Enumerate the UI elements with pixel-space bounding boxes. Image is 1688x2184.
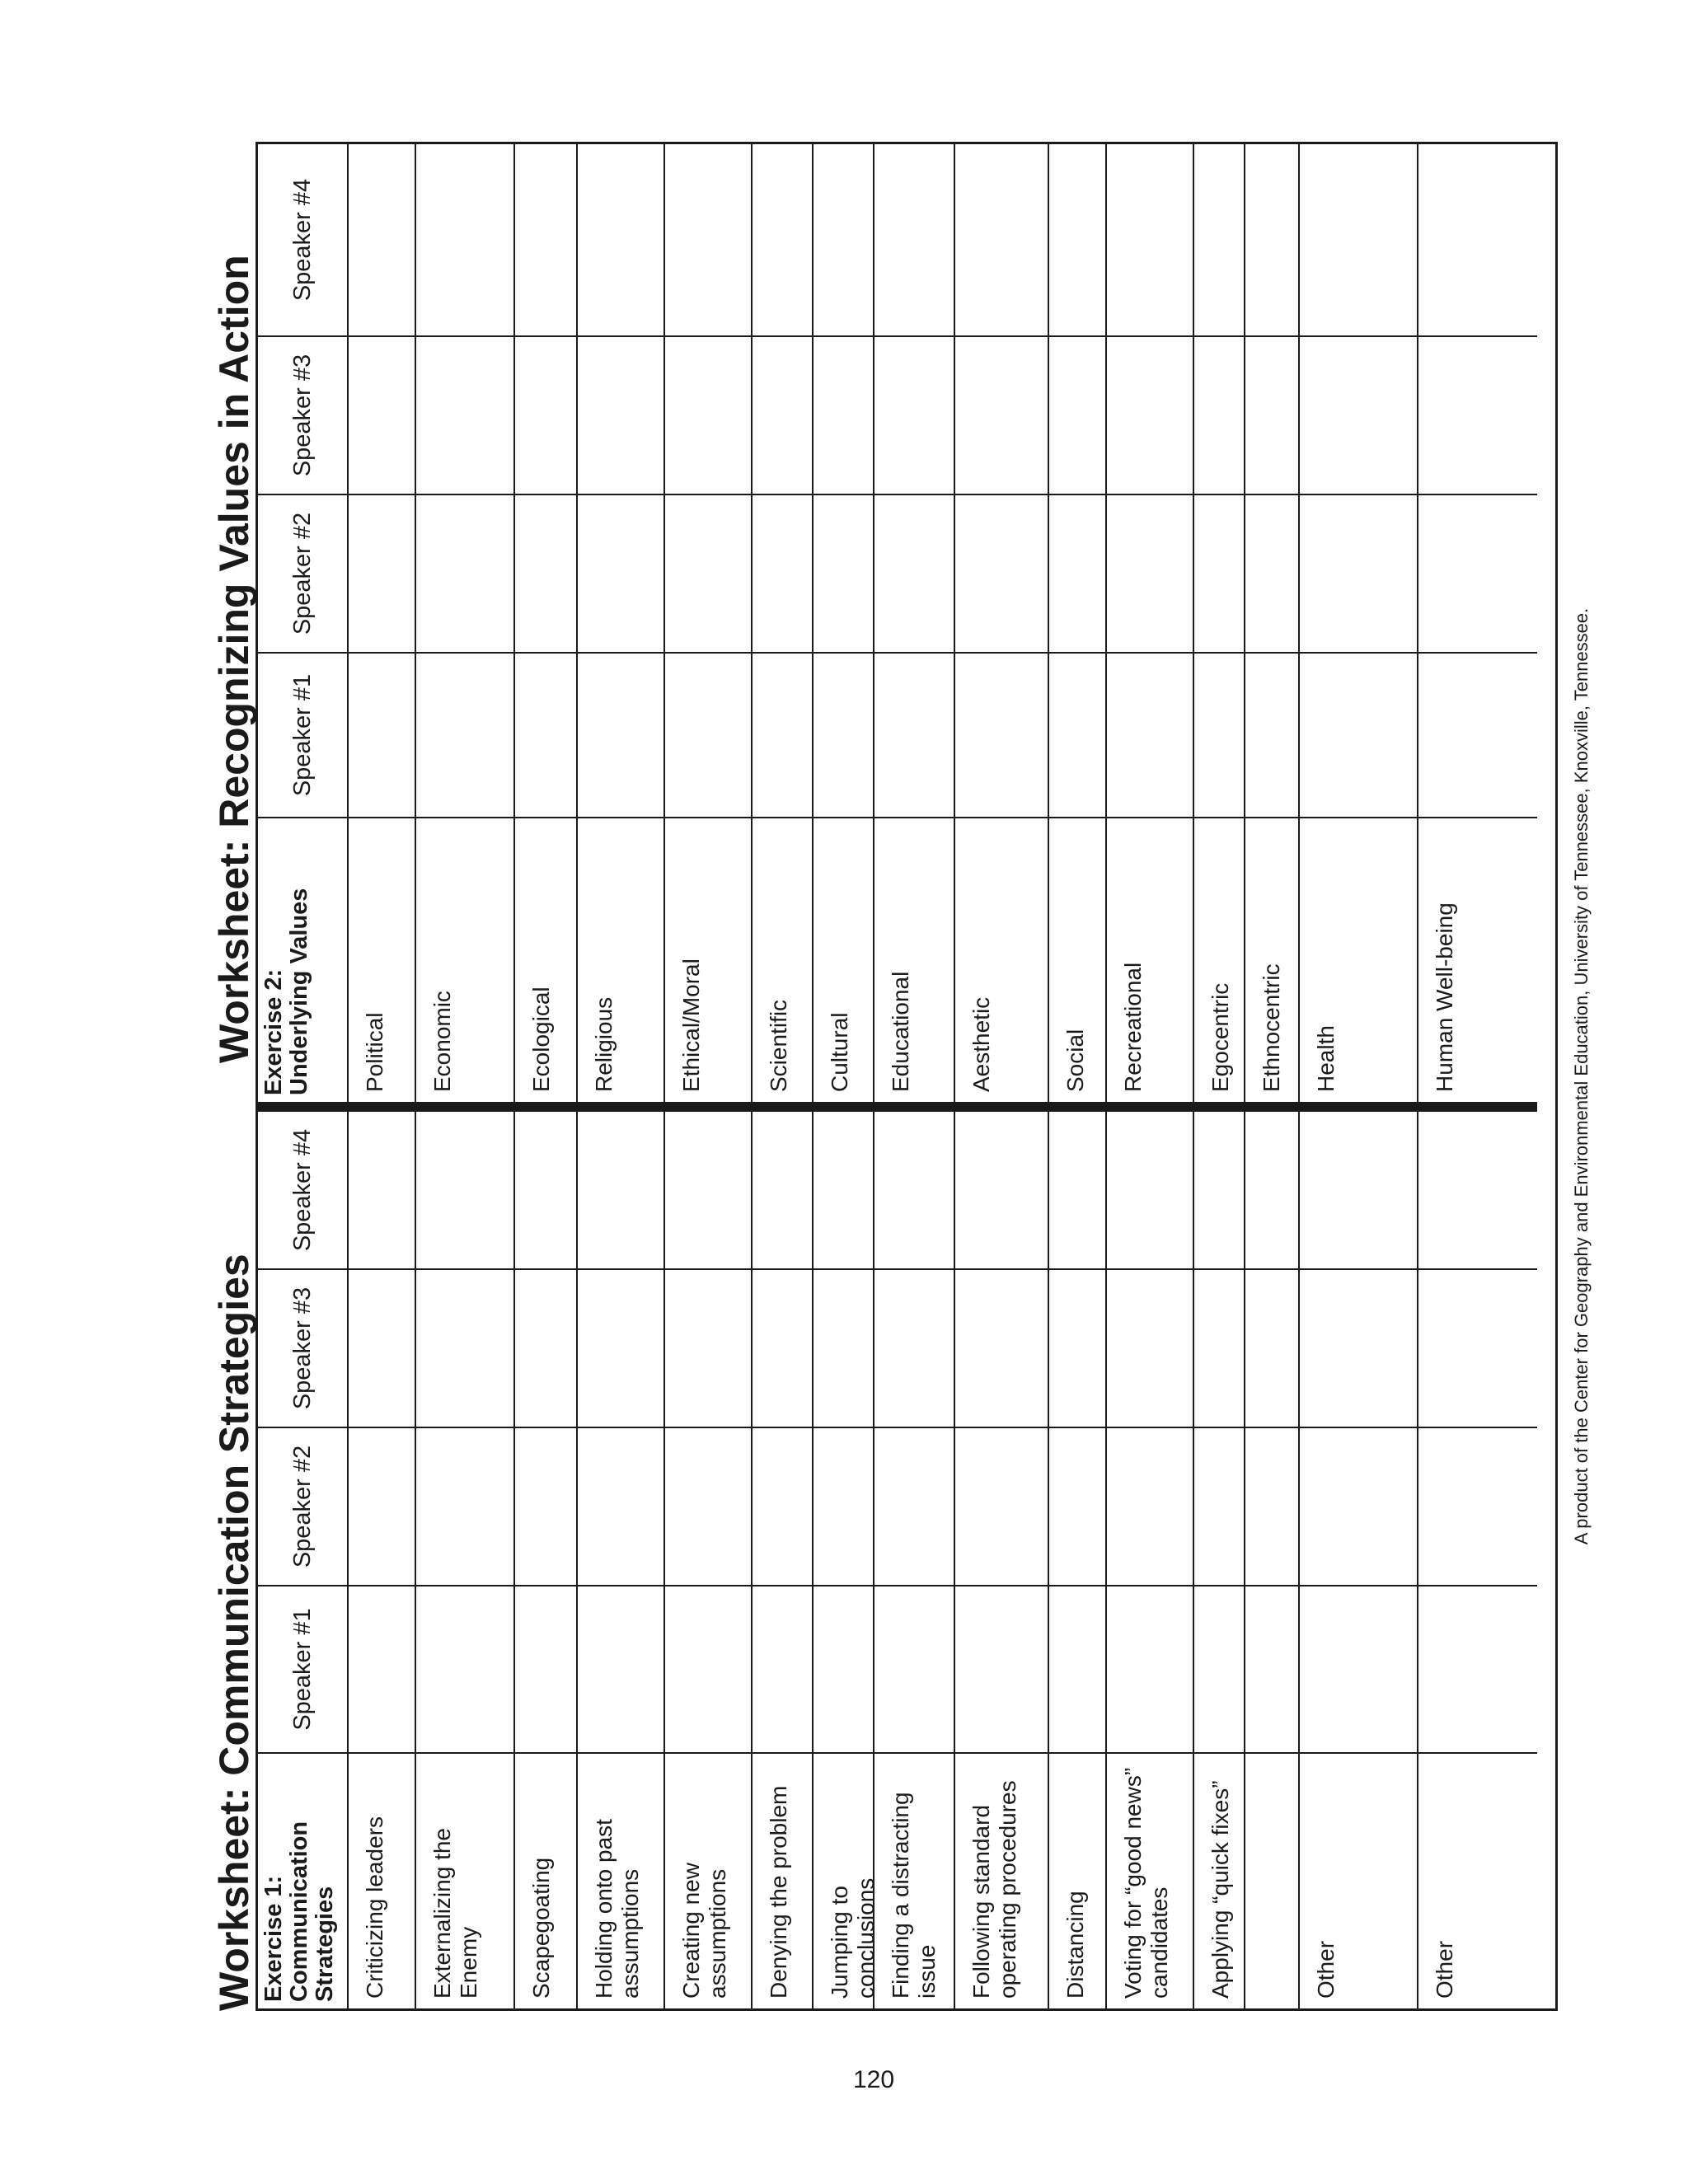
worksheet-table xyxy=(256,142,1558,2011)
strategy-label: Holding onto past assumptions xyxy=(578,1752,665,2008)
strategy-answer-cell[interactable] xyxy=(1300,1268,1418,1427)
value-answer-cell[interactable] xyxy=(814,494,874,652)
strategy-answer-cell[interactable] xyxy=(874,1585,955,1752)
strategy-answer-cell[interactable] xyxy=(349,1585,416,1752)
strategy-answer-cell[interactable] xyxy=(955,1110,1049,1268)
value-answer-cell[interactable] xyxy=(416,335,515,494)
value-answer-cell[interactable] xyxy=(1418,335,1537,494)
exercise1-speaker-header: Speaker #3 xyxy=(258,1268,349,1427)
strategy-label: Scapegoating xyxy=(515,1752,578,2008)
value-answer-cell[interactable] xyxy=(1049,335,1107,494)
value-label: Political xyxy=(349,817,416,1102)
strategy-label: Externalizing the Enemy xyxy=(416,1752,515,2008)
value-answer-cell[interactable] xyxy=(665,144,753,335)
value-answer-cell[interactable] xyxy=(1194,144,1245,335)
value-label: Health xyxy=(1300,817,1418,1102)
strategy-answer-cell[interactable] xyxy=(814,1110,874,1268)
strategy-answer-cell[interactable] xyxy=(1300,1585,1418,1752)
exercise1-speaker-header: Speaker #1 xyxy=(258,1585,349,1752)
strategy-answer-cell[interactable] xyxy=(874,1268,955,1427)
value-answer-cell[interactable] xyxy=(665,652,753,817)
strategy-answer-cell[interactable] xyxy=(1194,1268,1245,1427)
table-divider xyxy=(258,1102,1537,1110)
strategy-answer-cell[interactable] xyxy=(665,1110,753,1268)
value-label: Human Well-being xyxy=(1418,817,1537,1102)
value-answer-cell[interactable] xyxy=(874,335,955,494)
value-label: Economic xyxy=(416,817,515,1102)
strategy-answer-cell[interactable] xyxy=(416,1427,515,1585)
value-answer-cell[interactable] xyxy=(1418,144,1537,335)
strategy-label: Finding a distracting issue xyxy=(874,1752,955,2008)
value-answer-cell[interactable] xyxy=(1300,144,1418,335)
strategy-answer-cell[interactable] xyxy=(1418,1427,1537,1585)
value-answer-cell[interactable] xyxy=(753,652,814,817)
value-answer-cell[interactable] xyxy=(874,144,955,335)
value-answer-cell[interactable] xyxy=(1245,494,1300,652)
strategy-answer-cell[interactable] xyxy=(753,1268,814,1427)
value-answer-cell[interactable] xyxy=(416,144,515,335)
value-answer-cell[interactable] xyxy=(349,494,416,652)
strategy-answer-cell[interactable] xyxy=(1245,1427,1300,1585)
value-answer-cell[interactable] xyxy=(1194,652,1245,817)
value-answer-cell[interactable] xyxy=(515,652,578,817)
strategy-answer-cell[interactable] xyxy=(874,1427,955,1585)
strategy-label: Distancing xyxy=(1049,1752,1107,2008)
strategy-answer-cell[interactable] xyxy=(416,1585,515,1752)
strategy-answer-cell[interactable] xyxy=(1418,1268,1537,1427)
value-answer-cell[interactable] xyxy=(578,652,665,817)
exercise1-header-line: Strategies xyxy=(312,1886,338,2002)
strategy-answer-cell[interactable] xyxy=(349,1268,416,1427)
exercise2-header-line: Exercise 2: xyxy=(260,968,287,1095)
strategy-answer-cell[interactable] xyxy=(1049,1268,1107,1427)
value-answer-cell[interactable] xyxy=(753,144,814,335)
strategy-label: Jumping to conclusions xyxy=(814,1752,874,2008)
strategy-answer-cell[interactable] xyxy=(578,1268,665,1427)
strategy-answer-cell[interactable] xyxy=(1194,1427,1245,1585)
exercise1-speaker-header: Speaker #4 xyxy=(258,1110,349,1268)
strategy-answer-cell[interactable] xyxy=(1107,1585,1194,1752)
value-answer-cell[interactable] xyxy=(515,144,578,335)
value-label: Cultural xyxy=(814,817,874,1102)
exercise2-speaker-header: Speaker #3 xyxy=(258,335,349,494)
strategy-answer-cell[interactable] xyxy=(753,1110,814,1268)
strategy-answer-cell[interactable] xyxy=(515,1427,578,1585)
strategy-answer-cell[interactable] xyxy=(1418,1110,1537,1268)
value-answer-cell[interactable] xyxy=(1300,652,1418,817)
strategy-answer-cell[interactable] xyxy=(1194,1110,1245,1268)
strategy-answer-cell[interactable] xyxy=(955,1268,1049,1427)
value-answer-cell[interactable] xyxy=(1107,652,1194,817)
strategy-answer-cell[interactable] xyxy=(1049,1110,1107,1268)
value-label: Social xyxy=(1049,817,1107,1102)
strategy-answer-cell[interactable] xyxy=(814,1268,874,1427)
strategy-answer-cell[interactable] xyxy=(874,1110,955,1268)
strategy-answer-cell[interactable] xyxy=(1245,1268,1300,1427)
exercise2-speaker-header: Speaker #2 xyxy=(258,494,349,652)
exercise2-header xyxy=(258,817,349,1102)
value-label: Ethical/Moral xyxy=(665,817,753,1102)
value-label: Egocentric xyxy=(1194,817,1245,1102)
value-answer-cell[interactable] xyxy=(814,335,874,494)
strategy-answer-cell[interactable] xyxy=(1049,1427,1107,1585)
strategy-answer-cell[interactable] xyxy=(515,1268,578,1427)
value-answer-cell[interactable] xyxy=(515,335,578,494)
strategy-answer-cell[interactable] xyxy=(578,1585,665,1752)
strategy-answer-cell[interactable] xyxy=(416,1268,515,1427)
exercise1-header xyxy=(258,1752,349,2008)
value-answer-cell[interactable] xyxy=(1418,494,1537,652)
value-answer-cell[interactable] xyxy=(349,652,416,817)
value-answer-cell[interactable] xyxy=(814,144,874,335)
exercise2-speaker-header: Speaker #1 xyxy=(258,652,349,817)
strategy-label: Voting for “good news” candidates xyxy=(1107,1752,1194,2008)
strategy-answer-cell[interactable] xyxy=(1300,1427,1418,1585)
value-answer-cell[interactable] xyxy=(753,335,814,494)
page-number: 120 xyxy=(852,2066,895,2093)
value-answer-cell[interactable] xyxy=(1107,494,1194,652)
strategy-answer-cell[interactable] xyxy=(349,1110,416,1268)
exercise2-speaker-header: Speaker #4 xyxy=(258,144,349,335)
strategy-answer-cell[interactable] xyxy=(1107,1427,1194,1585)
value-answer-cell[interactable] xyxy=(349,335,416,494)
value-answer-cell[interactable] xyxy=(874,494,955,652)
title-communication-strategies: Worksheet: Communication Strategies xyxy=(211,1254,257,2011)
strategy-label: Other xyxy=(1418,1752,1537,2008)
strategy-label: Creating new assumptions xyxy=(665,1752,753,2008)
value-answer-cell[interactable] xyxy=(1245,144,1300,335)
worksheet-sheet xyxy=(198,142,1624,2011)
value-answer-cell[interactable] xyxy=(665,335,753,494)
value-answer-cell[interactable] xyxy=(1049,652,1107,817)
strategy-label: Criticizing leaders xyxy=(349,1752,416,2008)
value-label: Religious xyxy=(578,817,665,1102)
value-answer-cell[interactable] xyxy=(515,494,578,652)
value-label: Scientific xyxy=(753,817,814,1102)
value-label: Aesthetic xyxy=(955,817,1049,1102)
exercise1-header-line: Communication xyxy=(286,1821,312,2002)
value-answer-cell[interactable] xyxy=(1107,335,1194,494)
value-label: Recreational xyxy=(1107,817,1194,1102)
value-answer-cell[interactable] xyxy=(955,335,1049,494)
strategy-label: Denying the problem xyxy=(753,1752,814,2008)
footer-credit: A product of the Center for Geography and Environmental Education, University of Tennessee, Knoxville, Tennessee. xyxy=(1571,607,1592,1545)
strategy-answer-cell[interactable] xyxy=(1049,1585,1107,1752)
exercise1-header-line: Exercise 1: xyxy=(260,1875,287,2002)
strategy-label xyxy=(1245,1752,1300,2008)
strategy-answer-cell[interactable] xyxy=(665,1585,753,1752)
strategy-answer-cell[interactable] xyxy=(578,1110,665,1268)
strategy-answer-cell[interactable] xyxy=(349,1427,416,1585)
value-answer-cell[interactable] xyxy=(1049,494,1107,652)
strategy-answer-cell[interactable] xyxy=(1418,1585,1537,1752)
value-answer-cell[interactable] xyxy=(1245,335,1300,494)
strategy-answer-cell[interactable] xyxy=(1245,1585,1300,1752)
strategy-answer-cell[interactable] xyxy=(578,1427,665,1585)
value-answer-cell[interactable] xyxy=(1194,335,1245,494)
strategy-answer-cell[interactable] xyxy=(955,1427,1049,1585)
strategy-answer-cell[interactable] xyxy=(665,1427,753,1585)
value-answer-cell[interactable] xyxy=(1418,652,1537,817)
value-answer-cell[interactable] xyxy=(578,144,665,335)
strategy-label: Applying “quick fixes” xyxy=(1194,1752,1245,2008)
value-answer-cell[interactable] xyxy=(416,494,515,652)
value-answer-cell[interactable] xyxy=(1245,652,1300,817)
strategy-answer-cell[interactable] xyxy=(1194,1585,1245,1752)
value-answer-cell[interactable] xyxy=(578,494,665,652)
value-answer-cell[interactable] xyxy=(874,652,955,817)
value-answer-cell[interactable] xyxy=(1300,494,1418,652)
value-label: Educational xyxy=(874,817,955,1102)
value-answer-cell[interactable] xyxy=(814,652,874,817)
strategy-answer-cell[interactable] xyxy=(1107,1268,1194,1427)
strategy-answer-cell[interactable] xyxy=(814,1585,874,1752)
value-answer-cell[interactable] xyxy=(1300,335,1418,494)
value-label: Ecological xyxy=(515,817,578,1102)
strategy-answer-cell[interactable] xyxy=(1300,1110,1418,1268)
strategy-label: Following standard operating procedures xyxy=(955,1752,1049,2008)
value-answer-cell[interactable] xyxy=(416,652,515,817)
strategy-answer-cell[interactable] xyxy=(1107,1110,1194,1268)
value-answer-cell[interactable] xyxy=(1049,144,1107,335)
strategy-answer-cell[interactable] xyxy=(416,1110,515,1268)
strategy-answer-cell[interactable] xyxy=(1245,1110,1300,1268)
strategy-answer-cell[interactable] xyxy=(814,1427,874,1585)
value-answer-cell[interactable] xyxy=(1194,494,1245,652)
strategy-answer-cell[interactable] xyxy=(753,1585,814,1752)
strategy-answer-cell[interactable] xyxy=(665,1268,753,1427)
strategy-answer-cell[interactable] xyxy=(515,1110,578,1268)
value-answer-cell[interactable] xyxy=(578,335,665,494)
strategy-answer-cell[interactable] xyxy=(955,1585,1049,1752)
value-answer-cell[interactable] xyxy=(955,494,1049,652)
strategy-answer-cell[interactable] xyxy=(515,1585,578,1752)
strategy-answer-cell[interactable] xyxy=(753,1427,814,1585)
value-answer-cell[interactable] xyxy=(753,494,814,652)
title-recognizing-values: Worksheet: Recognizing Values in Action xyxy=(211,255,257,1063)
value-answer-cell[interactable] xyxy=(1107,144,1194,335)
exercise1-speaker-header: Speaker #2 xyxy=(258,1427,349,1585)
value-answer-cell[interactable] xyxy=(349,144,416,335)
value-answer-cell[interactable] xyxy=(955,144,1049,335)
strategy-label: Other xyxy=(1300,1752,1418,2008)
value-answer-cell[interactable] xyxy=(955,652,1049,817)
exercise2-header-line: Underlying Values xyxy=(286,888,312,1095)
value-label: Ethnocentric xyxy=(1245,817,1300,1102)
value-answer-cell[interactable] xyxy=(665,494,753,652)
